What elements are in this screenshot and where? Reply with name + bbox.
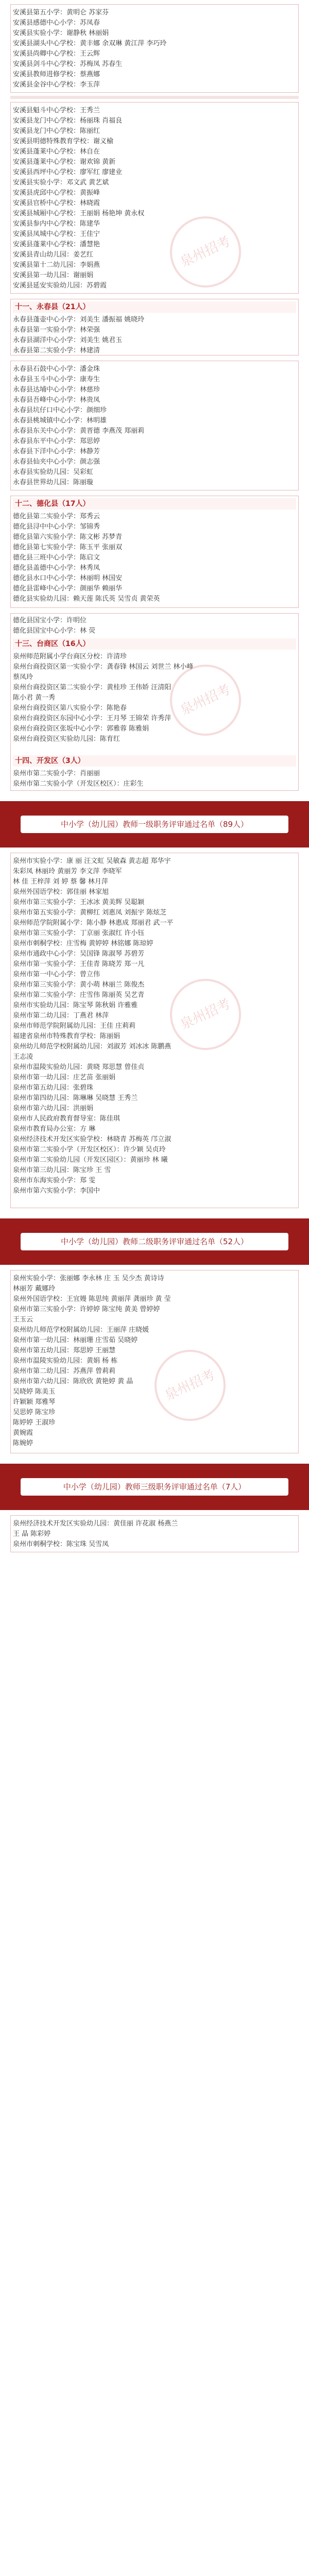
list-item: 泉州实验小学：张丽娜 李永林 庄 玉 吴少杰 黄诗诗 [13,1275,164,1282]
list-item: 泉州市第五幼儿园：张碧珠 [13,1084,94,1092]
list-block-anxi-2 [10,102,299,294]
list-block-yongchun-1 [10,299,299,355]
list-item: 德化县第七实验小学：陈玉平 张丽双 [13,544,123,551]
list-item: 德化县第六实验小学：陈文彬 苏梦青 [13,533,123,541]
section-title-dehua: 十二、德化县（17人） [13,498,296,510]
list-item: 泉州市第六幼儿园：洪丽娟 [13,1105,94,1112]
list-item: 泉州市第二实验小学（开发区校区）：许少颖 吴贞玲 [13,1146,166,1154]
banner-title: 中小学（幼儿园）教师三级职务评审通过名单（7人） [21,1478,288,1496]
list-item: 永春县坑仔口中心小学：颜细珍 [13,406,107,414]
list-item: 永春县第一实验小学：林荣强 [13,326,100,334]
list-item: 泉州市第二实验小学：庄雪伟 陈丽英 吴艺青 [13,991,145,999]
list-item: 安溪县虎邱中心学校：黄振峰 [13,189,100,197]
list-item: 德化县第二实验小学：郑秀云 [13,513,100,520]
list-item: 陈婉婷 [13,1439,33,1447]
list-item: 泉州市第三实验小学：丁京丽 张淑红 许小钰 [13,929,145,937]
list-item: 安溪县凤城中心学校：王佳宁 [13,230,100,238]
list-item: 安溪县龙门中心学校：杨丽珠 肖福良 [13,117,123,125]
list-item: 泉州市第四幼儿园：陈琳琳 吴晓慧 王秀兰 [13,1094,138,1102]
list-item: 安溪县蓬莱中心学校：潘慧艳 [13,241,100,248]
list-item: 永春县吾峰中心小学：林贵凤 [13,396,100,404]
list-item: 王 晶 陈彩婷 [13,1530,51,1538]
list-item: 泉州市第三幼儿园：陈宝珍 王 雪 [13,1166,111,1174]
list-item: 泉州市第一幼儿园：庄艺苗 张丽娟 [13,1074,116,1081]
list-item: 陈小君 黄一秀 [13,694,56,702]
watermark-stamp: 泉州招考 [158,205,252,299]
list-item: 安溪县第一幼儿园：谢丽娟 [13,272,94,279]
section-banner-grade1 [0,801,309,848]
list-item: 德化县浔中中心小学：邹锦秀 [13,523,100,531]
list-item: 永春县东关中心小学：黄晋德 李燕茂 郑丽莉 [13,427,145,435]
list-block-anxi-1 [10,4,299,93]
list-item: 泉州师范学院附属小学：陈小静 林惠成 郑丽君 武一平 [13,919,174,927]
list-item: 泉州市第三实验小学：王冰冰 黄美辉 吴聪颖 [13,899,145,906]
list-item: 泉州市第一实验小学：王佳青 陈晓芳 郑一凡 [13,960,145,968]
divider [10,96,299,99]
list-item: 泉州台商投资区第八实验小学：陈艳春 [13,704,127,712]
list-item: 永春县世界幼儿园：陈丽璇 [13,479,94,486]
list-block-grade3 [10,1515,299,1552]
list-item: 泉州市刺桐学校：陈宝珠 吴雪凤 [13,1540,109,1548]
list-item: 安溪县龙门中心学校：陈丽红 [13,127,100,135]
list-item: 安溪县尚卿中心学校：王云辉 [13,50,100,58]
list-item: 德化县三班中心小学：陈启文 [13,554,100,562]
list-item: 许颖颖 郑雅琴 [13,1398,56,1406]
list-item: 安溪县参内中心学校：陈建华 [13,220,100,228]
list-item: 永春县蓬壶中心小学：刘美生 潘振福 姚晓玲 [13,316,145,324]
list-item: 德化县国宝中心小学：林 荧 [13,627,96,635]
list-item: 泉州市实验小学：康 丽 汪文虹 吴敏森 黄志超 郑华宇 [13,857,171,865]
list-item: 安溪县青山幼儿园：姜艺红 [13,251,94,259]
list-item: 泉州市实验幼儿园：陈宝琴 陈秋娟 许雅雅 [13,1002,138,1009]
list-item: 德化县水口中心小学：林丽明 林国安 [13,574,123,582]
list-item: 安溪县西坪中心学校：廖军红 廖建业 [13,168,123,176]
list-item: 安溪县实验小学：谢静秋 林丽娟 [13,29,109,37]
list-item: 安溪县第十二幼儿园：李娟燕 [13,261,100,269]
watermark-stamp: 泉州招考 [143,1338,237,1432]
banner-title: 中小学（幼儿园）教师二级职务评审通过名单（52人） [21,1233,288,1250]
list-item: 泉州外国语学校：王宜嫚 陈思纯 黄丽萍 龚丽珍 黄 莹 [13,1295,171,1303]
list-item: 泉州市第二实验小学：肖丽丽 [13,770,100,777]
list-item: 泉州幼儿师范学校附属幼儿园：王丽萍 庄晓媛 [13,1326,149,1334]
list-item: 林 佳 王梓萍 刘 婷 蔡 馨 林月萍 [13,878,108,886]
list-item: 泉州市人民政府教育督导室：陈佳琪 [13,1115,121,1123]
list-item: 福建省泉州市特殊教育学校：陈丽娟 [13,1032,121,1040]
list-item: 泉州市师范学院附属幼儿园：王佳 庄莉莉 [13,1022,136,1030]
list-item: 永春县达埔中心小学：林慈珍 [13,386,100,394]
list-item: 德化县雷峰中心小学：颜丽华 赖丽华 [13,585,123,592]
list-item: 永春县下洋中心小学：林静芳 [13,448,100,455]
list-item: 泉州市第二幼儿园：苏燕萍 曾莉莉 [13,1367,116,1375]
list-item: 泉州市第二实验小学（开发区校区）：庄彩生 [13,780,144,788]
list-item: 安溪县明德特殊教育学校：谢义榆 [13,138,114,145]
list-item: 泉州市温陵实验幼儿园：黄晓 郑思慧 曾佳贞 [13,1063,145,1071]
section-title-yongchun: 十一、永春县（21人） [13,301,296,313]
list-item: 林丽芳 戴娜玲 [13,1285,56,1293]
list-item: 王志凌 [13,1053,33,1061]
list-item: 安溪县官桥中心学校：林晓霞 [13,199,100,207]
list-item: 泉州台商投资区实验幼儿园：陈育红 [13,735,121,743]
list-item: 黄婉霞 [13,1429,33,1437]
list-item: 泉州幼儿师范学校附属幼儿园：刘淑芳 刘冰冰 陈鹏燕 [13,1043,171,1050]
list-item: 泉州市温陵实验幼儿园：黄娟 杨 栋 [13,1357,118,1365]
list-block-taishang [10,613,299,791]
list-item: 泉州市第五幼儿园：郑思婷 王丽慧 [13,1347,116,1354]
list-item: 朱彩凤 林丽玲 黄丽芳 李文萍 李晓军 [13,868,122,875]
list-item: 安溪县魁斗中心学校：王秀兰 [13,107,100,114]
list-item: 泉州市第五实验小学：黄柳红 刘惠凤 刘振宇 陈炫芝 [13,909,167,917]
list-item: 泉州经济技术开发区实验学校：林晓青 苏梅英 邝立淑 [13,1136,171,1143]
list-item: 泉州市第二实验幼儿园（开发区园区）：黄丽珍 林 曦 [13,1156,168,1164]
list-block-grade2 [10,1270,299,1453]
list-item: 安溪县城厢中心学校：王丽娟 杨艳坤 黄永权 [13,210,145,217]
list-item: 永春县实验幼儿园：吴彩虹 [13,468,94,476]
list-item: 泉州台商投资区第二实验小学：黄桂珍 王伟娇 汪清阳 [13,684,171,691]
list-block-dehua [10,496,299,608]
banner-title: 中小学（幼儿园）教师一级职务评审通过名单（89人） [21,816,288,833]
list-item: 王玉云 [13,1316,33,1324]
list-item: 安溪县蓬莱中心学校：谢欢锦 黄新 [13,158,116,166]
list-item: 安溪县蓬莱中心学校：林自在 [13,148,100,156]
list-item: 泉州经济技术开发区实验幼儿园：黄佳丽 许花淑 杨燕兰 [13,1520,178,1528]
list-item: 德化县盖德中心小学：林秀凤 [13,564,100,572]
list-item: 永春县仙夹中心小学：颜志强 [13,458,100,466]
list-item: 泉州外国语学校：郭佳丽 林家旭 [13,888,109,896]
section-title-taishang: 十三、台商区（16人） [13,638,296,650]
list-item: 安溪县第五小学：黄明仑 苏家芬 [13,9,109,16]
list-item: 泉州台商投资区第一实验小学：龚春锋 林国云 刘世兰 林小峰 [13,663,194,671]
list-item: 德化县国宝小学：许明位 [13,617,87,624]
section-banner-grade2 [0,1218,309,1265]
list-item: 永春县东平中心小学：郑思婷 [13,437,100,445]
list-item: 泉州市第一幼儿园：林丽珊 庄雪茹 吴晓婷 [13,1336,138,1344]
list-item: 安溪县湖头中心学校：黄丰娜 余双琳 黄江萍 李巧玲 [13,40,167,47]
list-item: 泉州师范附属小学台商区分校：许清珍 [13,653,127,660]
list-item: 安溪县金谷中心学校：李玉萍 [13,81,100,89]
list-item: 安溪县剑斗中心学校：苏梅凤 苏春生 [13,60,123,68]
list-item: 安溪县感德中心小学：苏凤春 [13,19,100,27]
list-item: 泉州市通政中心小学：吴国锋 陈淑琴 苏碧芳 [13,950,145,958]
list-item: 泉州市第二幼儿园：丁燕君 林萍 [13,1012,109,1020]
list-item: 永春县玉斗中心小学：康寿生 [13,376,100,383]
list-item: 陈婷婷 王淑珍 [13,1419,56,1427]
list-item: 泉州市第六幼儿园：陈欣欣 黄艳婷 黄 晶 [13,1378,133,1385]
list-item: 吴晓婷 陈美玉 [13,1388,56,1396]
watermark-stamp: 泉州招考 [158,967,252,1061]
list-item: 泉州市教育局办公室：方 琳 [13,1125,96,1133]
list-item: 泉州市东海实验小学：郑 雯 [13,1177,96,1184]
list-block-grade1 [10,853,299,1208]
list-item: 永春县石鼓中心小学：潘金珠 [13,365,100,373]
watermark-stamp: 泉州招考 [158,653,252,747]
list-item: 吴思婷 陈宝珍 [13,1409,56,1416]
list-item: 泉州台商投资区张坂中心小学：郭雅蓉 陈雅娟 [13,725,149,733]
list-item: 安溪县教师进修学校：蔡燕娜 [13,71,100,78]
list-item: 永春县第二实验小学：林建清 [13,347,100,354]
list-item: 安溪县实验小学：邓文武 黄艺斌 [13,179,109,187]
list-item: 泉州市第三实验小学：黄小萌 林丽兰 陈俊杰 [13,981,145,989]
list-item: 永春县桃城镇中心小学：林明雄 [13,417,107,425]
list-item: 泉州台商投资区东园中心小学：王月琴 王锦荣 许秀萍 [13,715,171,722]
list-item: 永春县湖洋中心小学：刘美生 姚君玉 [13,336,123,344]
list-item: 德化县实验幼儿园：赖天莲 陈氏英 吴雪贞 黄荣英 [13,595,160,603]
section-title-kaifa: 十四、开发区（3人） [13,755,296,767]
list-item: 泉州市第六实验小学：李国中 [13,1187,100,1195]
list-item: 泉州市刺桐学校：庄雪梅 黄婷婷 林铭娜 陈琼婷 [13,940,153,947]
list-item: 泉州市第三实验小学：许婷婷 陈宝纯 黄美 曾婷婷 [13,1306,160,1313]
section-banner-grade3 [0,1464,309,1510]
list-item: 泉州市第一中心小学：曾立伟 [13,971,100,978]
list-block-yongchun-2 [10,361,299,490]
list-item: 安溪县延安实验幼儿园：苏碧霞 [13,282,107,290]
list-item: 蔡凤玲 [13,673,33,681]
